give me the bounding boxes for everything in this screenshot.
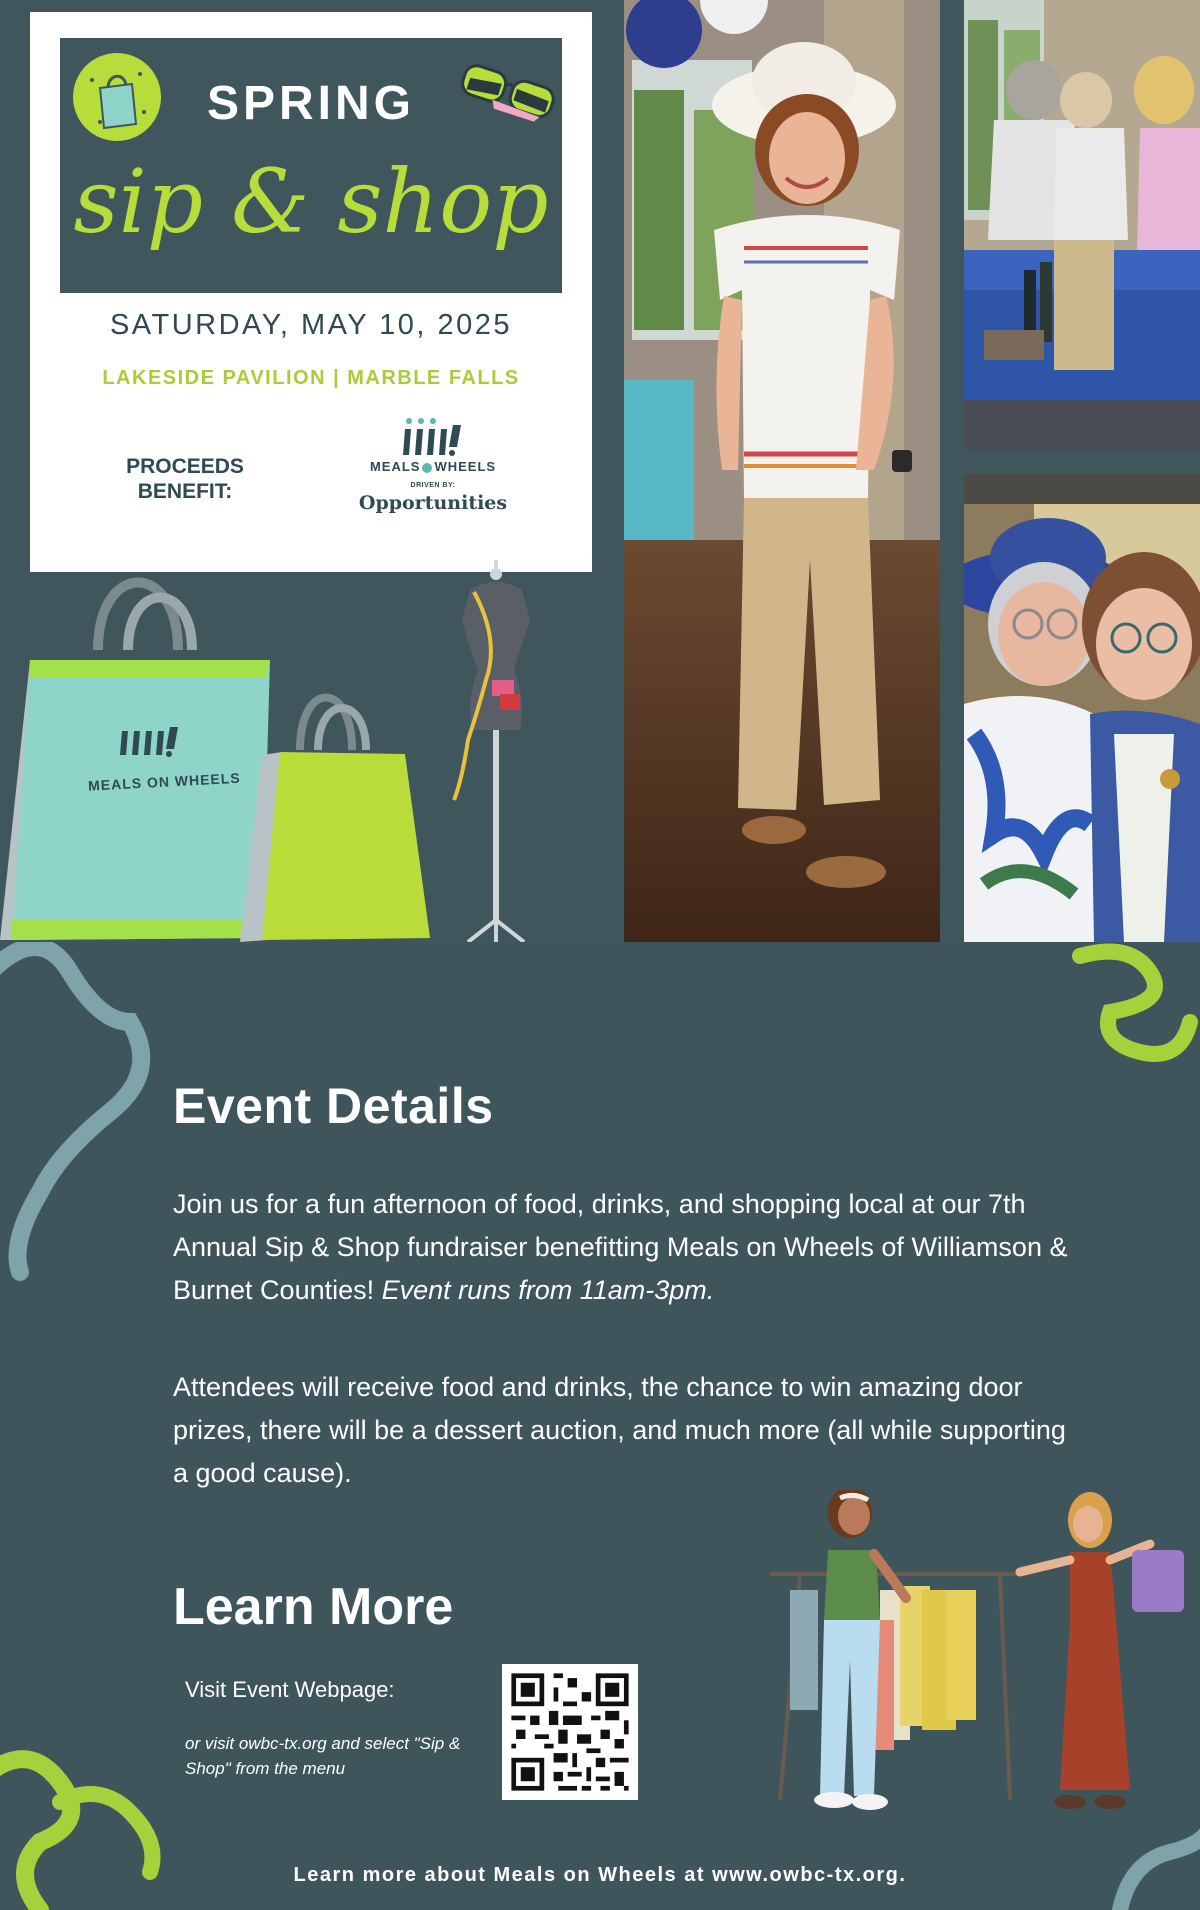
- learn-more-heading: Learn More: [173, 1578, 454, 1636]
- event-hours: Event runs from 11am-3pm.: [381, 1275, 715, 1305]
- mow-driven-by: DRIVEN BY:: [410, 482, 456, 489]
- proceeds-line-1: PROCEEDS: [126, 455, 244, 478]
- title-panel: [60, 38, 562, 293]
- mannequin-icon: [440, 560, 550, 942]
- meals-on-wheels-logo: [348, 417, 518, 514]
- visit-webpage-label: Visit Event Webpage:: [185, 1677, 395, 1702]
- photo-two-friends: [964, 474, 1200, 942]
- sunglasses-icon: [455, 52, 560, 137]
- event-date: SATURDAY, MAY 10, 2025: [109, 309, 513, 341]
- flyer-bottom-section: [0, 942, 1200, 1910]
- event-details-heading: Event Details: [173, 1078, 494, 1134]
- alternate-instructions: or visit owbc-tx.org and select "Sip & Shop" from the menu: [185, 1734, 461, 1778]
- photo-friends-illustration: [964, 474, 1200, 942]
- meals-on-wheels-mark-icon: [401, 417, 465, 457]
- shopping-bags-illustration: [0, 560, 440, 942]
- photo-woman-in-hat: [624, 0, 940, 942]
- footer-link-text[interactable]: Learn more about Meals on Wheels at www.owbc-tx.org.: [293, 1864, 907, 1886]
- mow-on-dot: [422, 463, 432, 473]
- attendee-perks: Attendees will receive food and drinks, the chance to win amazing door prizes, there will be a dessert auction, and much more (all while supporting a good cause).: [173, 1372, 1066, 1488]
- bag-logo-text: MEALS ON WHEELS: [87, 769, 242, 794]
- qr-code-icon[interactable]: [502, 1664, 638, 1800]
- photo-tables-illustration: [964, 0, 1200, 450]
- opportunities-logo-text: Opportunities: [358, 492, 508, 514]
- mow-name: MEALS WHEELS: [369, 459, 497, 474]
- event-description-text: Join us for a fun afternoon of food, drinks, and shopping local at our 7th Annual Sip & Shop fundraiser benefitting Meals on Wheels of Williamson & Burnet Counties!: [173, 1189, 1068, 1305]
- qr-code-pattern: [502, 1664, 638, 1800]
- photo-woman-illustration: [624, 0, 940, 942]
- shoppers-illustration: [770, 1490, 1190, 1820]
- flyer-top-section: [0, 0, 1200, 942]
- proceeds-benefit-label: [110, 454, 260, 504]
- event-venue: LAKESIDE PAVILION | MARBLE FALLS: [102, 367, 520, 389]
- title-sip-and-shop: sip & shop: [73, 150, 549, 253]
- title-spring: SPRING: [206, 77, 416, 130]
- photo-shopping-tables: [964, 0, 1200, 450]
- title-card: [30, 12, 592, 572]
- proceeds-line-2: BENEFIT:: [137, 480, 233, 503]
- event-description: [173, 1183, 1073, 1312]
